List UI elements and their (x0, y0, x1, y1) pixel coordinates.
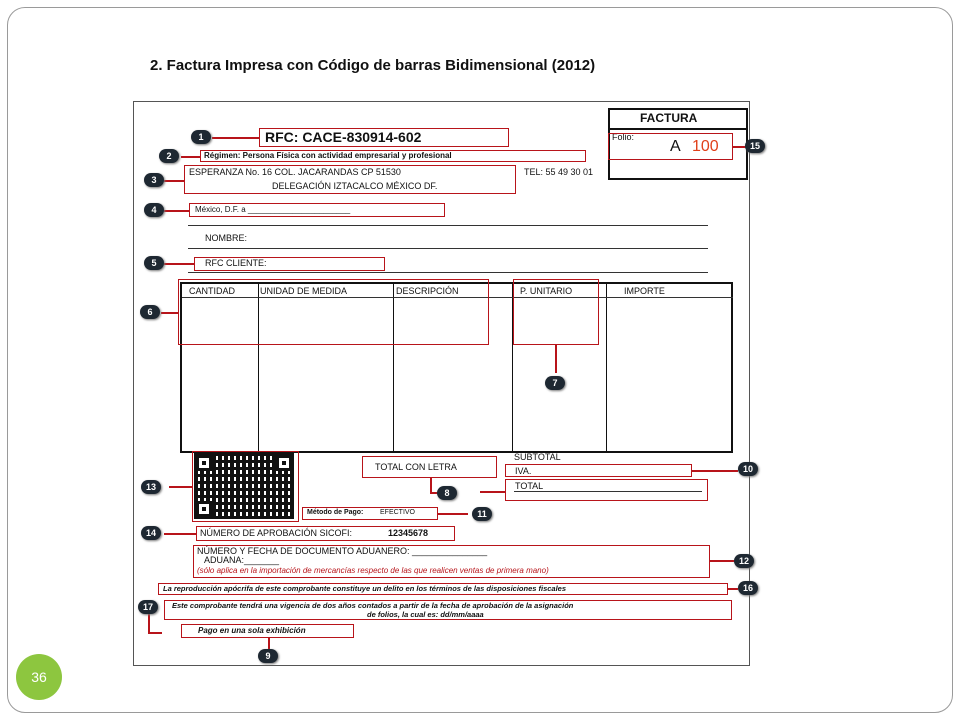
connector-line (161, 312, 179, 314)
connector-line (169, 486, 193, 488)
table-header-p-unitario: P. UNITARIO (520, 286, 573, 296)
factura-label: FACTURA (640, 111, 698, 125)
connector-line (181, 156, 201, 158)
table-header-unidad: UNIDAD DE MEDIDA (260, 286, 348, 296)
connector-line (164, 210, 190, 212)
callout-badge-17: 17 (138, 600, 158, 614)
table-header-importe: IMPORTE (624, 286, 665, 296)
connector-line (164, 263, 195, 265)
rule-1 (188, 225, 708, 226)
connector-line (148, 614, 150, 632)
rule-2 (188, 248, 708, 249)
callout-badge-3: 3 (144, 173, 164, 187)
pago-unica: Pago en una sola exhibición (198, 626, 306, 635)
subtotal-label: SUBTOTAL (514, 452, 561, 462)
vigencia-line1: Este comprobante tendrá una vigencia de dos años contados a partir de la fecha de aprobación de la asignación (172, 601, 574, 610)
regimen: Régimen: Persona Física con actividad empresarial y profesional (204, 151, 452, 160)
lugar-fecha: México, D.F. a _______________________ (195, 205, 351, 214)
callout-badge-11: 11 (472, 507, 492, 521)
callout-badge-9: 9 (258, 649, 278, 663)
callout-badge-15: 15 (745, 139, 765, 153)
vigencia-line2: de folios, la cual es: dd/mm/aaaa (367, 610, 484, 619)
connector-line (555, 345, 557, 373)
callout-badge-12: 12 (734, 554, 754, 568)
invoice-document (133, 101, 760, 666)
total-con-letra: TOTAL CON LETRA (375, 462, 457, 472)
page-number-badge: 36 (16, 654, 62, 700)
aduana-note: (sólo aplica en la importación de mercancías respecto de las que realicen ventas de primera mano) (197, 566, 549, 575)
address-line2: DELEGACIÓN IZTACALCO MÉXICO DF. (272, 181, 438, 191)
connector-line (692, 470, 738, 472)
callout-badge-10: 10 (738, 462, 758, 476)
table-header-cantidad: CANTIDAD (189, 286, 236, 296)
callout-badge-4: 4 (144, 203, 164, 217)
callout-badge-14: 14 (141, 526, 161, 540)
telefono: TEL: 55 49 30 01 (524, 167, 594, 177)
qr-highlight (192, 451, 299, 522)
metodo-pago-value: EFECTIVO (380, 509, 416, 516)
callout-badge-8: 8 (437, 486, 457, 500)
aduana-line2: ADUANA:_______ (204, 555, 280, 565)
connector-line (164, 533, 197, 535)
factura-divider (608, 128, 748, 130)
callout-badge-2: 2 (159, 149, 179, 163)
nombre-label: NOMBRE: (205, 233, 248, 243)
connector-line (480, 491, 506, 493)
connector-line (430, 478, 432, 492)
total-rule (514, 491, 702, 492)
aprobacion-label: NÚMERO DE APROBACIÓN SICOFI: (200, 528, 353, 538)
address-line1: ESPERANZA No. 16 COL. JACARANDAS CP 51530 (189, 167, 401, 177)
table-col-divider (606, 284, 607, 451)
callout-badge-13: 13 (141, 480, 161, 494)
concept-columns-highlight (178, 279, 489, 345)
folio-series: A (670, 138, 681, 155)
p-unitario-highlight (513, 279, 599, 345)
rule-3 (188, 272, 708, 273)
rfc-emisor: RFC: CACE-830914-602 (265, 129, 422, 145)
aprobacion-value: 12345678 (388, 528, 429, 538)
iva-box (505, 464, 692, 477)
metodo-pago-label: Método de Pago: (307, 509, 364, 516)
table-header-descripcion: DESCRIPCIÓN (396, 286, 459, 296)
slide-heading: 2. Factura Impresa con Código de barras Bidimensional (2012) (150, 57, 596, 74)
connector-line (438, 513, 468, 515)
callout-badge-1: 1 (191, 130, 211, 144)
total-label: TOTAL (515, 481, 544, 491)
rfc-cliente-label: RFC CLIENTE: (205, 258, 267, 268)
callout-badge-5: 5 (144, 256, 164, 270)
folio-number: 100 (692, 138, 719, 155)
connector-line (710, 560, 736, 562)
folio-label: Folio: (612, 132, 635, 142)
callout-badge-7: 7 (545, 376, 565, 390)
connector-line (728, 588, 738, 590)
connector-line (148, 632, 162, 634)
connector-line (212, 137, 260, 139)
callout-badge-16: 16 (738, 581, 758, 595)
iva-label: IVA. (515, 466, 532, 476)
connector-line (164, 180, 185, 182)
aduana-line1: NÚMERO Y FECHA DE DOCUMENTO ADUANERO: _______________ (197, 546, 488, 556)
callout-badge-6: 6 (140, 305, 160, 319)
leyenda-reproduccion: La reproducción apócrifa de este comprobante constituye un delito en los términos de las disposiciones fiscales (163, 584, 567, 593)
